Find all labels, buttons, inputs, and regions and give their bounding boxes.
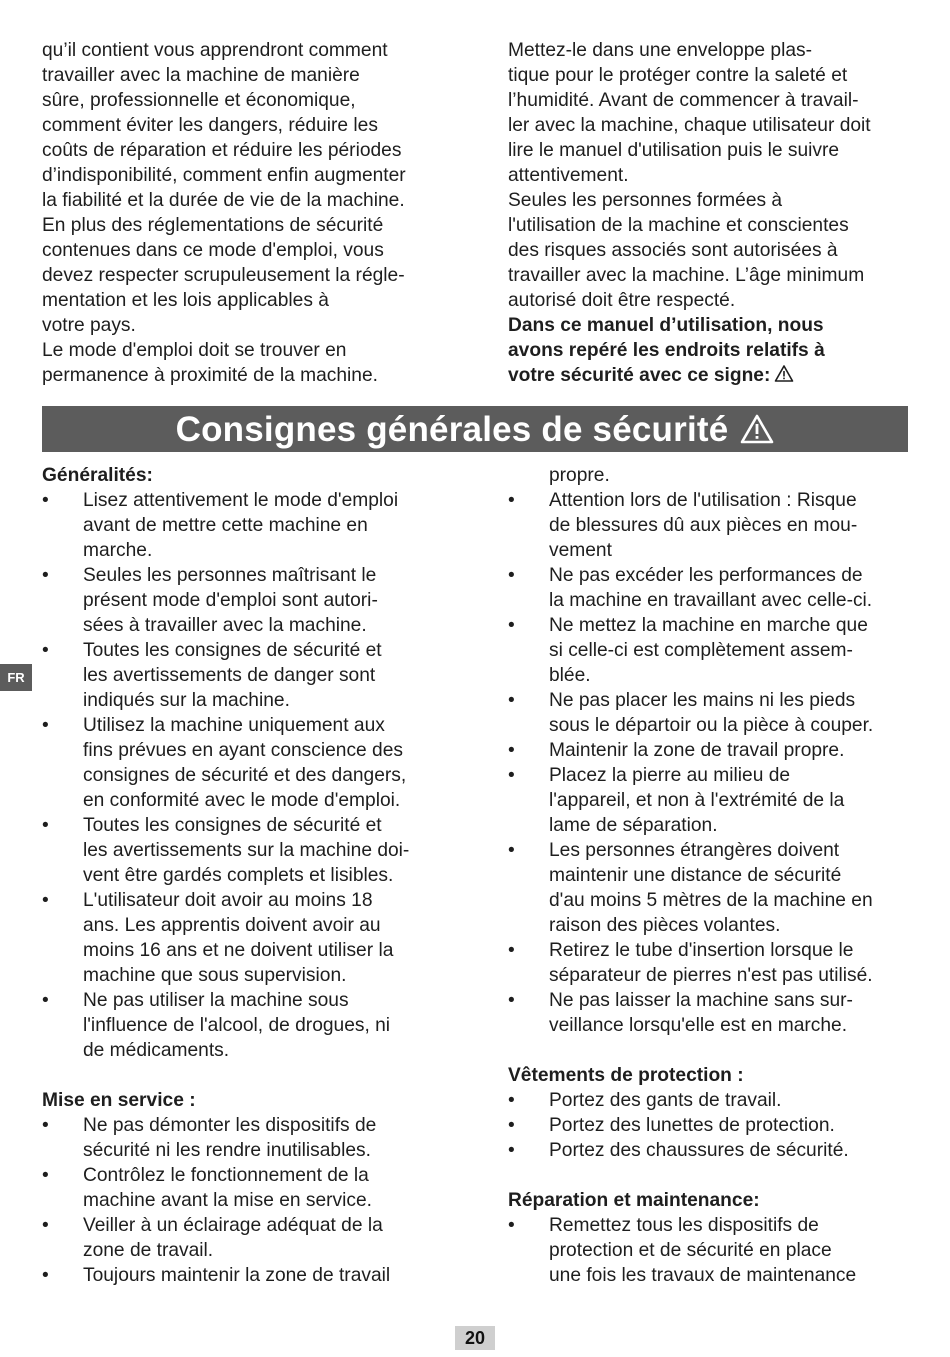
list-item-line: protection et de sécurité en place — [549, 1240, 832, 1261]
intro-text-line: la fiabilité et la durée de vie de la machine. — [42, 190, 405, 211]
list-item-line: Maintenir la zone de travail propre. — [549, 740, 845, 761]
intro-text-line: votre pays. — [42, 315, 136, 336]
subsection-heading: Réparation et maintenance: — [508, 1190, 760, 1211]
intro-text-line: des risques associés sont autorisées à — [508, 240, 838, 261]
warning-triangle-icon — [774, 364, 794, 383]
list-item-line: Ne pas placer les mains ni les pieds — [549, 690, 856, 711]
list-item — [508, 613, 908, 688]
list-item-line: maintenir une distance de sécurité — [549, 865, 842, 886]
list-item-line: consignes de sécurité et des dangers, — [83, 765, 407, 786]
list-item-line: l'appareil, et non à l'extrémité de la — [549, 790, 845, 811]
list-item-line: fins prévues en ayant conscience des — [83, 740, 403, 761]
list-item-line: Veiller à un éclairage adéquat de la — [83, 1215, 383, 1236]
list-item-line: avant de mettre cette machine en — [83, 515, 368, 536]
list-item-line: Ne mettez la machine en marche que — [549, 615, 868, 636]
intro-text-line: attentivement. — [508, 165, 629, 186]
bullet-icon: • — [508, 1140, 515, 1161]
intro-text-line: coûts de réparation et réduire les périodes — [42, 140, 402, 161]
intro-bold-line: Dans ce manuel d’utilisation, nous — [508, 315, 824, 336]
intro-text-line: travailler avec la machine. L’âge minimum — [508, 265, 865, 286]
list-item — [508, 1088, 908, 1113]
subsection-heading: Mise en service : — [42, 1090, 196, 1111]
spacer — [42, 1063, 442, 1088]
list-item-line: Attention lors de l'utilisation : Risque — [549, 490, 857, 511]
spacer — [508, 1038, 908, 1063]
list-item — [42, 1263, 442, 1288]
intro-text-line: comment éviter les dangers, réduire les — [42, 115, 378, 136]
intro-text-line: autorisé doit être respecté. — [508, 290, 736, 311]
list-item-line: Ne pas excéder les performances de — [549, 565, 863, 586]
list-item-line: Remettez tous les dispositifs de — [549, 1215, 819, 1236]
intro-bold-line: votre sécurité avec ce signe: — [508, 365, 771, 386]
bullet-icon: • — [42, 715, 49, 736]
bullet-icon: • — [42, 1215, 49, 1236]
list-item-line: Retirez le tube d'insertion lorsque le — [549, 940, 854, 961]
bullet-icon: • — [508, 1090, 515, 1111]
warning-triangle-icon — [740, 413, 774, 445]
list-item — [42, 488, 442, 563]
list-item-line: de médicaments. — [83, 1040, 230, 1061]
list-item — [42, 813, 442, 888]
bullet-icon: • — [42, 565, 49, 586]
list-item — [508, 563, 908, 613]
intro-text-line: contenues dans ce mode d'emploi, vous — [42, 240, 384, 261]
list-item-line: raison des pièces volantes. — [549, 915, 781, 936]
bullet-icon: • — [508, 490, 515, 511]
bullet-icon: • — [508, 615, 515, 636]
section-heading-band — [42, 406, 908, 452]
bullet-icon: • — [508, 1115, 515, 1136]
list-item-line: présent mode d'emploi sont autori- — [83, 590, 378, 611]
bullet-icon: • — [42, 1265, 49, 1286]
bullet-list — [508, 488, 908, 1038]
list-item — [508, 1138, 908, 1163]
list-item-line: L'utilisateur doit avoir au moins 18 — [83, 890, 373, 911]
bullet-icon: • — [42, 990, 49, 1011]
intro-text-line: mentation et les lois applicables à — [42, 290, 329, 311]
list-item-line: Toutes les consignes de sécurité et — [83, 815, 382, 836]
bullet-icon: • — [508, 840, 515, 861]
bullet-icon: • — [508, 990, 515, 1011]
left-main-column — [42, 463, 442, 1288]
list-item-line: machine avant la mise en service. — [83, 1190, 373, 1211]
intro-text-line: Seules les personnes formées à — [508, 190, 783, 211]
list-item-line: en conformité avec le mode d'emploi. — [83, 790, 401, 811]
intro-text-line: Mettez-le dans une enveloppe plas- — [508, 40, 812, 61]
list-item — [508, 838, 908, 938]
language-tab: FR — [0, 664, 32, 691]
list-item-line: Portez des chaussures de sécurité. — [549, 1140, 849, 1161]
list-item-line: les avertissements sur la machine doi- — [83, 840, 410, 861]
bullet-icon: • — [42, 1115, 49, 1136]
list-item-line: zone de travail. — [83, 1240, 214, 1261]
list-item-line: si celle-ci est complètement assem- — [549, 640, 853, 661]
list-item-line: sécurité ni les rendre inutilisables. — [83, 1140, 371, 1161]
intro-text-line: qu’il contient vous apprendront comment — [42, 40, 388, 61]
bullet-list — [508, 1213, 908, 1288]
list-item — [42, 988, 442, 1063]
list-item — [508, 688, 908, 738]
list-item-line: vent être gardés complets et lisibles. — [83, 865, 394, 886]
list-item — [508, 988, 908, 1038]
bullet-icon: • — [508, 690, 515, 711]
bullet-icon: • — [42, 490, 49, 511]
list-item — [508, 938, 908, 988]
list-item-line: Les personnes étrangères doivent — [549, 840, 840, 861]
list-item-line: la machine en travaillant avec celle-ci. — [549, 590, 873, 611]
bullet-icon: • — [42, 640, 49, 661]
intro-text-line: sûre, professionnelle et économique, — [42, 90, 356, 111]
list-item-line: les avertissements de danger sont — [83, 665, 376, 686]
intro-text-line: Le mode d'emploi doit se trouver en — [42, 340, 347, 361]
intro-text-line: l'utilisation de la machine et conscientes — [508, 215, 849, 236]
list-item — [42, 1113, 442, 1163]
list-item-line: Lisez attentivement le mode d'emploi — [83, 490, 399, 511]
list-item-line: Ne pas laisser la machine sans sur- — [549, 990, 853, 1011]
list-item-line: une fois les travaux de maintenance — [549, 1265, 857, 1286]
list-item-line: de blessures dû aux pièces en mou- — [549, 515, 858, 536]
list-item-line: vement — [549, 540, 612, 561]
page-number: 20 — [455, 1326, 495, 1350]
list-item — [42, 1163, 442, 1213]
intro-right-column — [508, 38, 908, 388]
list-item-line: sous le départoir ou la pièce à couper. — [549, 715, 874, 736]
list-item-line: Seules les personnes maîtrisant le — [83, 565, 377, 586]
list-item — [42, 888, 442, 988]
bullet-list — [42, 488, 442, 1063]
list-item-line: Portez des lunettes de protection. — [549, 1115, 835, 1136]
list-item-line: Placez la pierre au milieu de — [549, 765, 791, 786]
list-item — [508, 1213, 908, 1288]
intro-left-column — [42, 38, 442, 388]
list-item-line: lame de séparation. — [549, 815, 718, 836]
list-item-line: blée. — [549, 665, 591, 686]
list-item — [508, 763, 908, 838]
list-item-line: veillance lorsqu'elle est en marche. — [549, 1015, 848, 1036]
bullet-icon: • — [42, 815, 49, 836]
intro-text-line: tique pour le protéger contre la saleté et — [508, 65, 848, 86]
list-item-line: indiqués sur la machine. — [83, 690, 290, 711]
intro-text-line: En plus des réglementations de sécurité — [42, 215, 384, 236]
intro-bold-line: avons repéré les endroits relatifs à — [508, 340, 825, 361]
intro-text-line: l’humidité. Avant de commencer à travail- — [508, 90, 859, 111]
bullet-icon: • — [508, 740, 515, 761]
list-item — [508, 738, 908, 763]
intro-text-line: lire le manuel d'utilisation puis le suivre — [508, 140, 840, 161]
intro-bold-line-with-icon — [508, 363, 908, 388]
bullet-list — [42, 1113, 442, 1288]
list-item — [42, 638, 442, 713]
list-item-line: Toujours maintenir la zone de travail — [83, 1265, 391, 1286]
subsection-heading: Généralités: — [42, 465, 153, 486]
list-item-line: Toutes les consignes de sécurité et — [83, 640, 382, 661]
bullet-icon: • — [42, 1165, 49, 1186]
list-item-line: moins 16 ans et ne doivent utiliser la — [83, 940, 394, 961]
subsection-heading: Vêtements de protection : — [508, 1065, 744, 1086]
list-item — [42, 563, 442, 638]
intro-text-line: ler avec la machine, chaque utilisateur doit — [508, 115, 871, 136]
list-item-line: machine que sous supervision. — [83, 965, 347, 986]
bullet-icon: • — [508, 765, 515, 786]
list-item-line: Utilisez la machine uniquement aux — [83, 715, 385, 736]
spacer — [508, 1163, 908, 1188]
bullet-list — [508, 1088, 908, 1163]
right-main-column — [508, 463, 908, 1288]
intro-text-line: permanence à proximité de la machine. — [42, 365, 378, 386]
list-item — [42, 713, 442, 813]
continued-line: propre. — [549, 465, 610, 486]
list-item — [508, 488, 908, 563]
intro-text-line: devez respecter scrupuleusement la régle- — [42, 265, 405, 286]
bullet-icon: • — [508, 565, 515, 586]
list-item-line: Ne pas démonter les dispositifs de — [83, 1115, 377, 1136]
list-item-line: sées à travailler avec la machine. — [83, 615, 367, 636]
list-item-line: séparateur de pierres n'est pas utilisé. — [549, 965, 873, 986]
intro-text-line: travailler avec la machine de manière — [42, 65, 360, 86]
list-item — [508, 1113, 908, 1138]
bullet-icon: • — [508, 940, 515, 961]
list-item-line: d'au moins 5 mètres de la machine en — [549, 890, 873, 911]
section-title: Consignes générales de sécurité — [175, 409, 729, 449]
list-item-line: Contrôlez le fonctionnement de la — [83, 1165, 369, 1186]
bullet-icon: • — [508, 1215, 515, 1236]
list-item-line: l'influence de l'alcool, de drogues, ni — [83, 1015, 391, 1036]
list-item-line: marche. — [83, 540, 153, 561]
bullet-icon: • — [42, 890, 49, 911]
list-item-line: ans. Les apprentis doivent avoir au — [83, 915, 381, 936]
intro-text-line: d’indisponibilité, comment enfin augmenter — [42, 165, 406, 186]
list-item-line: Ne pas utiliser la machine sous — [83, 990, 349, 1011]
list-item-line: Portez des gants de travail. — [549, 1090, 782, 1111]
list-item — [42, 1213, 442, 1263]
